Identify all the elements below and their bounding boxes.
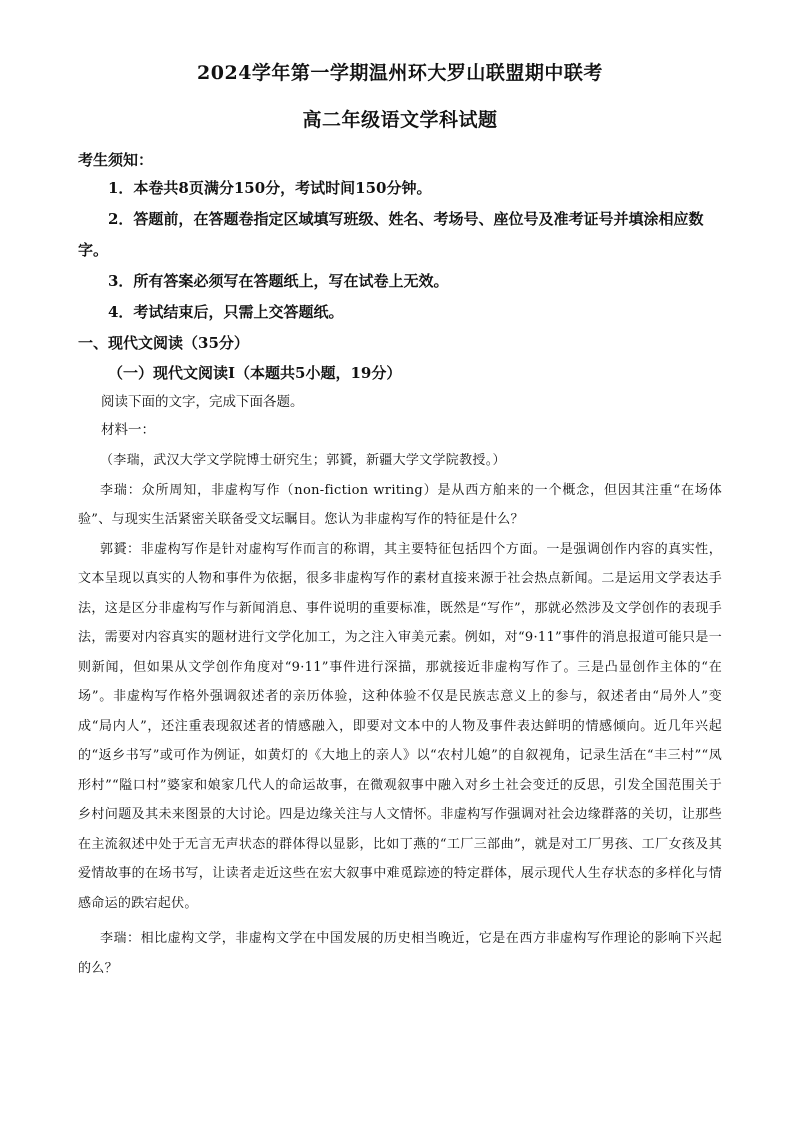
author-note: （李瑞，武汉大学文学院博士研究生；郭贇，新疆大学文学院教授。） (100, 453, 506, 468)
notice-item: 1．本卷共8页满分150分，考试时间150分钟。 (108, 179, 432, 197)
section-heading: 一、现代文阅读（35分） (78, 334, 249, 352)
exam-subtitle: 高二年级语文学科试题 (302, 109, 498, 131)
reading-instruction: 阅读下面的文字，完成下面各题。 (101, 394, 304, 410)
notice-heading: 考生须知： (78, 151, 154, 169)
interview-question: 李瑞：相比虚构文学，非虚构文学在中国发展的历史相当晚近，它是在西方非虚构写作理论的影响下兴起的么？ (78, 931, 722, 976)
interview-question: 李瑞：众所周知，非虚构写作（non-fiction writing）是从西方舶来的一个概念，但因其注重“在场体验”、与现实生活紧密关联备受文坛瞩目。您认为非虚构写作的特征是什么？ (78, 482, 722, 527)
notice-item: 3．所有答案必须写在答题纸上，写在试卷上无效。 (108, 272, 449, 290)
interview-answer: 郭贇：非虚构写作是针对虚构写作而言的称谓，其主要特征包括四个方面。一是强调创作内容的真实性，文本呈现以真实的人物和事件为依据，很多非虚构写作的素材直接来源于社会热点新闻。二是运用文学表达手法，这是区分非虚构写作与新闻消息、事件说明的重要标准，既然是“写作”，那就必然涉及文学创作的表现手法，需要对内容真实的题材进行文学化加工，为之注入审美元素。例如，对“9·11”事件的消息报道可能只是一则新闻，但如果从文学创作角度对“9·11”事件进行深描，那就接近非虚构写作了。三是凸显创作主体的“在场”。非虚构写作格外强调叙述者的亲历体验，这种体验不仅是民族志意义上的参与，叙述者由“局外人”变成“局内人”，还注重表现叙述者的情感融入，即要对文本中的人物及事件表达鲜明的情感倾向。近几年兴起的“返乡书写”或可作为例证，如黄灯的《大地上的亲人》以“农村儿媳”的自叙视角，记录生活在“丰三村”“凤形村”“隘口村”婆家和娘家几代人的命运故事，在微观叙事中融入对乡土社会变迁的反思，引发全国范围关于乡村问题及其未来图景的大讨论。四是边缘关注与人文情怀。非虚构写作强调对社会边缘群落的关切，让那些在主流叙述中处于无言无声状态的群体得以显影，比如丁燕的“工厂三部曲”，就是对工厂男孩、工厂女孩及其爱情故事的在场书写，让读者走近这些在宏大叙事中难觅踪迹的特定群体，展示现代人生存状态的多样化与情感命运的跌宕起伏。 (78, 541, 722, 911)
notice-item: 4．考试结束后，只需上交答题纸。 (108, 303, 344, 321)
material-label: 材料一： (101, 422, 155, 438)
subsection-heading: （一）现代文阅读Ⅰ（本题共5小题，19分） (108, 364, 402, 382)
exam-title: 2024学年第一学期温州环大罗山联盟期中联考 (197, 62, 603, 84)
notice-item: 2．答题前，在答题卷指定区域填写班级、姓名、考场号、座位号及准考证号并填涂相应数字。 (78, 210, 704, 259)
